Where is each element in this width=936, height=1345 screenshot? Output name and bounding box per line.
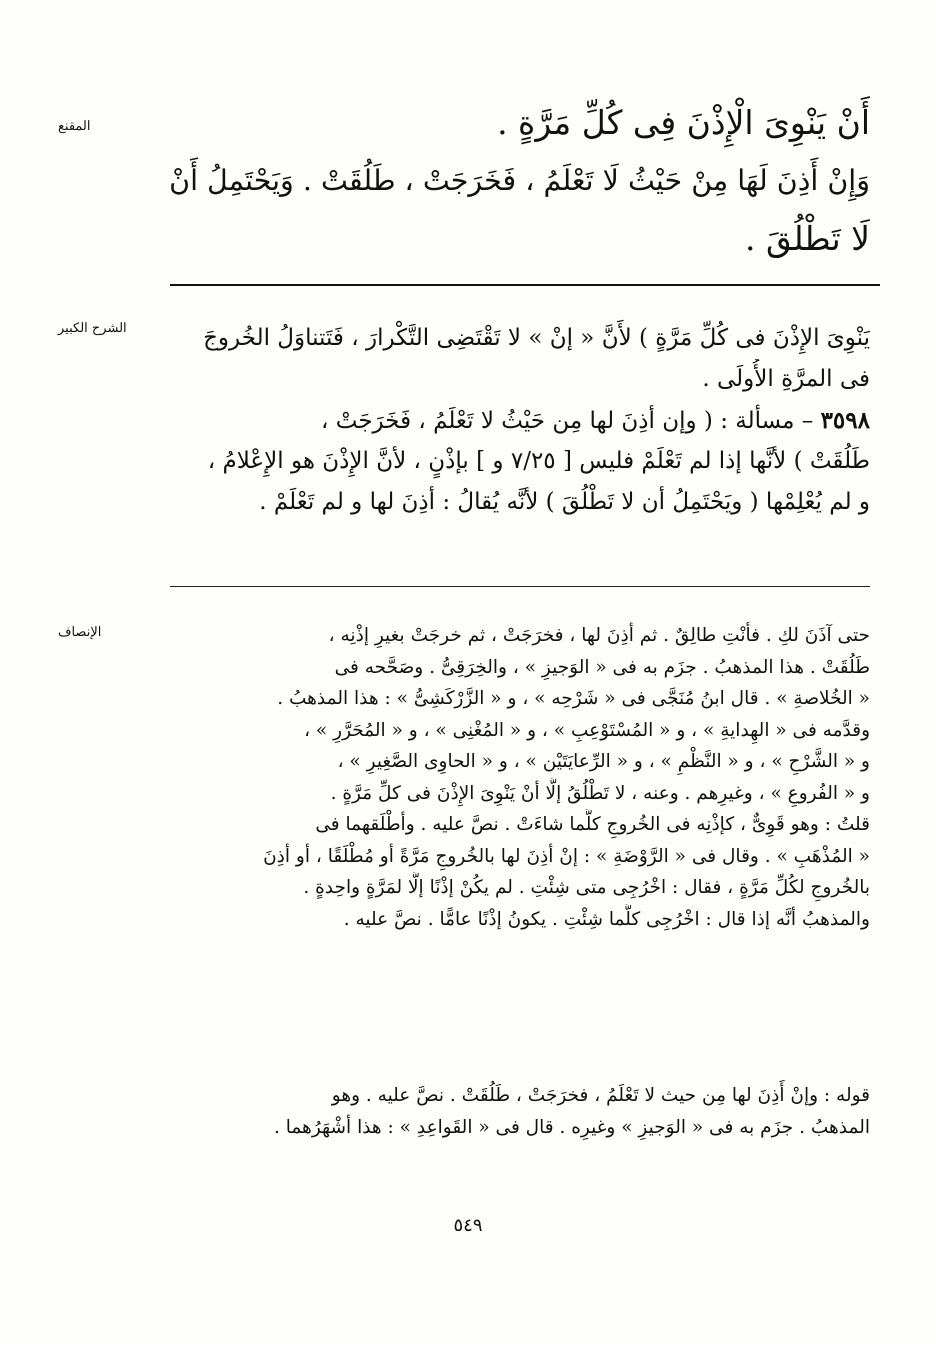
sharh-line-5: و لم يُعْلِمْها ( ويَحْتَمِلُ أن لا تَطْلُقَ ) لأنَّه يُقالُ : أذِنَ لها و لم تَعْلَمْ . [259,489,870,515]
section-divider-thick [170,284,880,286]
label-insaf: الإنصاف [58,625,102,640]
insaf-line-4: وقدَّمه فى « الهِدايةِ » ، و « المُسْتَوْعِبِ » ، و « المُغْنِى » ، و « المُحَرَّرِ » ، [304,719,870,741]
insaf-line-10: والمذهبُ أنَّه إذا قال : اخْرُجِى كلَّما شِئْتِ . يكونُ إذْنًا عامًّا . نصَّ عليه . [343,908,870,930]
insaf-para2-line-1: قوله : وإنْ أَذِنَ لها مِن حيث لا تَعْلَمُ ، فخرَجَتْ ، طَلُقَتْ . نصَّ عليه . وهو [331,1085,870,1106]
insaf-line-9: بالخُروجِ لكُلِّ مَرَّةٍ ، فقال : اخْرُجِى متى شِئْتِ . لم يكُنْ إذْنًا إلَّا لمَرَّةٍ واحِدةٍ . [303,877,870,898]
insaf-line-6: و « الفُروعِ » ، وغيرِهم . وعنه ، لا تَطْلُقُ إلَّا أنْ يَنْوِىَ الإِذْنَ فى كلِّ مَرَّةٍ . [330,782,870,804]
sharh-line-1: يَنْوِىَ الإِذْنَ فى كُلِّ مَرَّةٍ ) لأَنَّ « إنْ » لا تَقْتَضِى التَّكْرارَ ، فَتَتناوَلُ الخُروجَ [203,325,870,351]
insaf-line-8: « المُذْهَبِ » . وقال فى « الرَّوْضَةِ » : إنْ أذِنَ لها بالخُروجِ مَرَّةً أو مُطْلَقًا ، أو أذِنَ [263,845,870,867]
sharh-line-2: فى المرَّةِ الأُولَى . [702,366,870,392]
label-muqni: المقنع [58,119,91,134]
label-sharh: الشرح الكبير [58,321,127,336]
insaf-line-5: و « الشَّرْحِ » ، و « النَّظْمِ » ، و « الرِّعايَتَيْن » ، و « الحاوِى الصَّغِيرِ » ، [337,751,870,772]
sharh-text [160,318,870,523]
insaf-line-3: « الخُلاصةِ » . قال ابنُ مُنَجَّى فى « شَرْحِه » ، و « الزَّرْكَشِىُّ » : هذا المذهبُ . [277,688,870,709]
page-number: ٥٤٩ [453,1215,483,1236]
sharh-line-3: ٣٥٩٨ – مسألة : ( وإن أذِنَ لها مِن حَيْثُ لا تَعْلَمُ ، فَخَرَجَتْ ، [321,407,870,434]
muqni-line-2: وَإِنْ أَذِنَ لَهَا مِنْ حَيْثُ لَا تَعْلَمُ ، فَخَرَجَتْ ، طَلُقَتْ . وَيَحْتَمِلُ أَنْ [169,164,870,197]
muqni-line-3: لَا تَطْلُقَ . [745,219,870,258]
section-divider-thin [170,586,870,587]
muqni-text [160,94,870,268]
insaf-line-1: حتى آذَنَ لكِ . فأنْتِ طالِقٌ . ثم أذِنَ لها ، فخرَجَتْ ، ثم خرجَتْ بغيرِ إذْنِه ، [328,625,870,646]
sharh-line-4: طَلُقَتْ ) لأنَّها إذا لم تَعْلَمْ فليس [ ٧/٢٥ و ] بإذْنٍ ، لأنَّ الإِذْنَ هو الإِعْلامُ ، [207,448,870,474]
insaf-text [160,620,870,935]
issue-number: ٣٥٩٨ [820,407,870,434]
insaf-line-2: طَلُقَتْ . هذا المذهبُ . جزَم به فى « الوَجيزِ » ، والخِرَقِىُّ . وصَحَّحه فى [334,656,870,678]
insaf-para2-line-2: المذهبُ . جزَم به فى « الوَجيزِ » وغيرِه . قال فى « القَواعِدِ » : هذا أشْهَرُهما . [273,1116,870,1138]
insaf-line-7: قلتُ : وهو قَوِىٌّ ، كإذْنِه فى الخُروجِ كلَّما شاءَتْ . نصَّ عليه . وأطْلَقهما فى [315,814,870,835]
muqni-line-1: أَنْ يَنْوِىَ الْإِذْنَ فِى كُلِّ مَرَّةٍ . [497,103,870,142]
insaf-second-paragraph [160,1080,870,1143]
